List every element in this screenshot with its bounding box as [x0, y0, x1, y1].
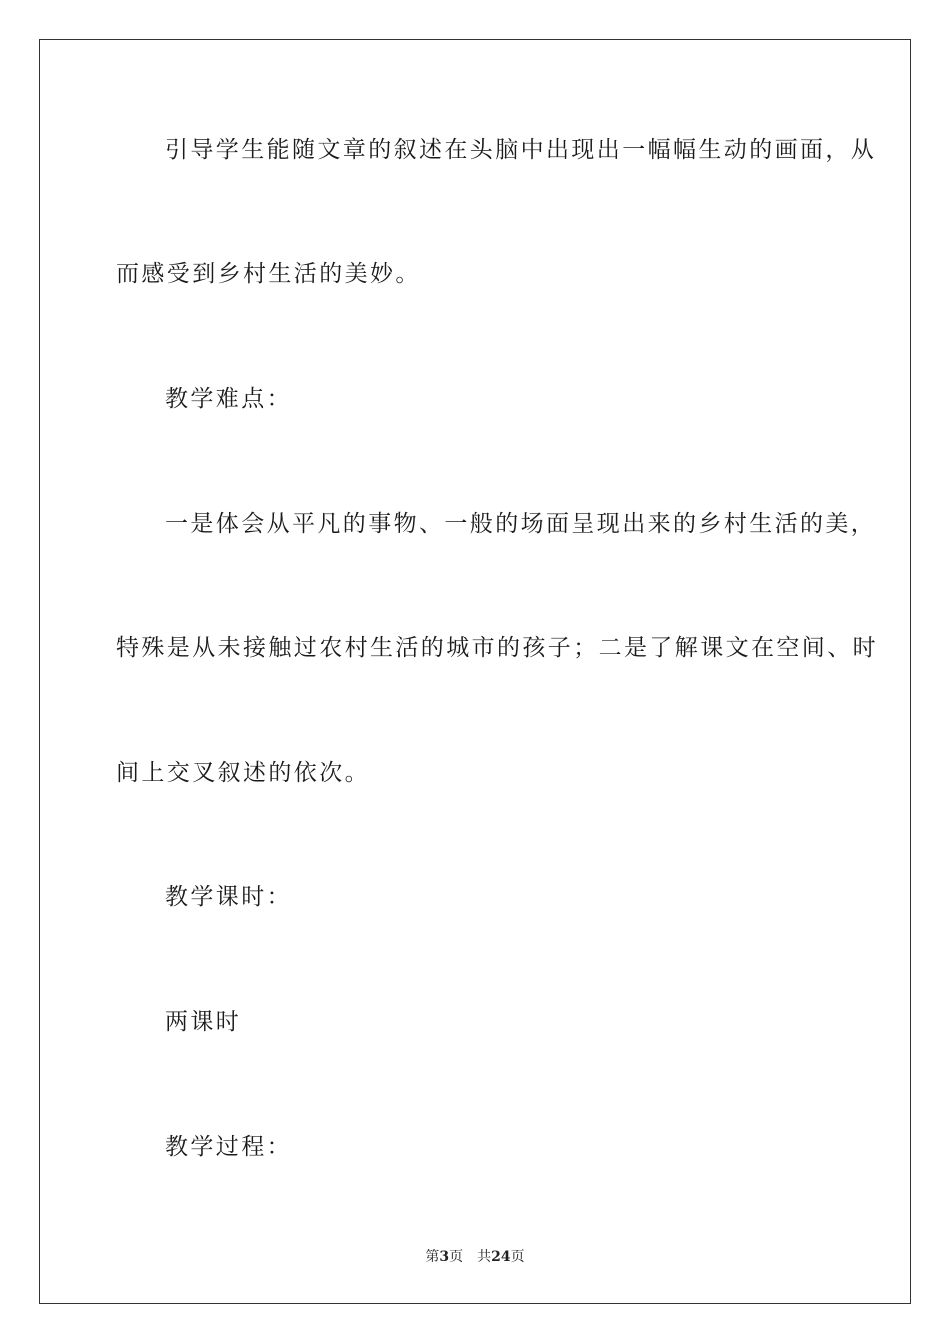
section-heading: 教学难点： — [165, 386, 292, 412]
total-suffix: 页 — [510, 1249, 525, 1265]
paragraph-line: 特殊是从未接触过农村生活的城市的孩子；二是了解课文在空间、时 — [116, 635, 878, 661]
paragraph-line: 两课时 — [165, 1009, 242, 1035]
paragraph-line: 而感受到乡村生活的美妙。 — [116, 261, 421, 287]
section-heading: 教学过程： — [165, 1134, 292, 1160]
total-pages: 24 — [491, 1249, 511, 1265]
paragraph-line: 引导学生能随文章的叙述在头脑中出现出一幅幅生动的画面，从 — [165, 137, 877, 163]
page-number: 3 — [439, 1249, 450, 1265]
section-heading: 教学课时： — [165, 884, 292, 910]
paragraph-line: 间上交叉叙述的依次。 — [116, 760, 370, 786]
paragraph-line: 一是体会从平凡的事物、一般的场面呈现出来的乡村生活的美， — [165, 511, 877, 537]
page-prefix: 第 — [425, 1249, 440, 1265]
page-suffix: 页 — [449, 1249, 464, 1265]
total-prefix: 共 — [477, 1249, 492, 1265]
page-footer — [0, 1246, 950, 1266]
page-border — [39, 39, 911, 1304]
